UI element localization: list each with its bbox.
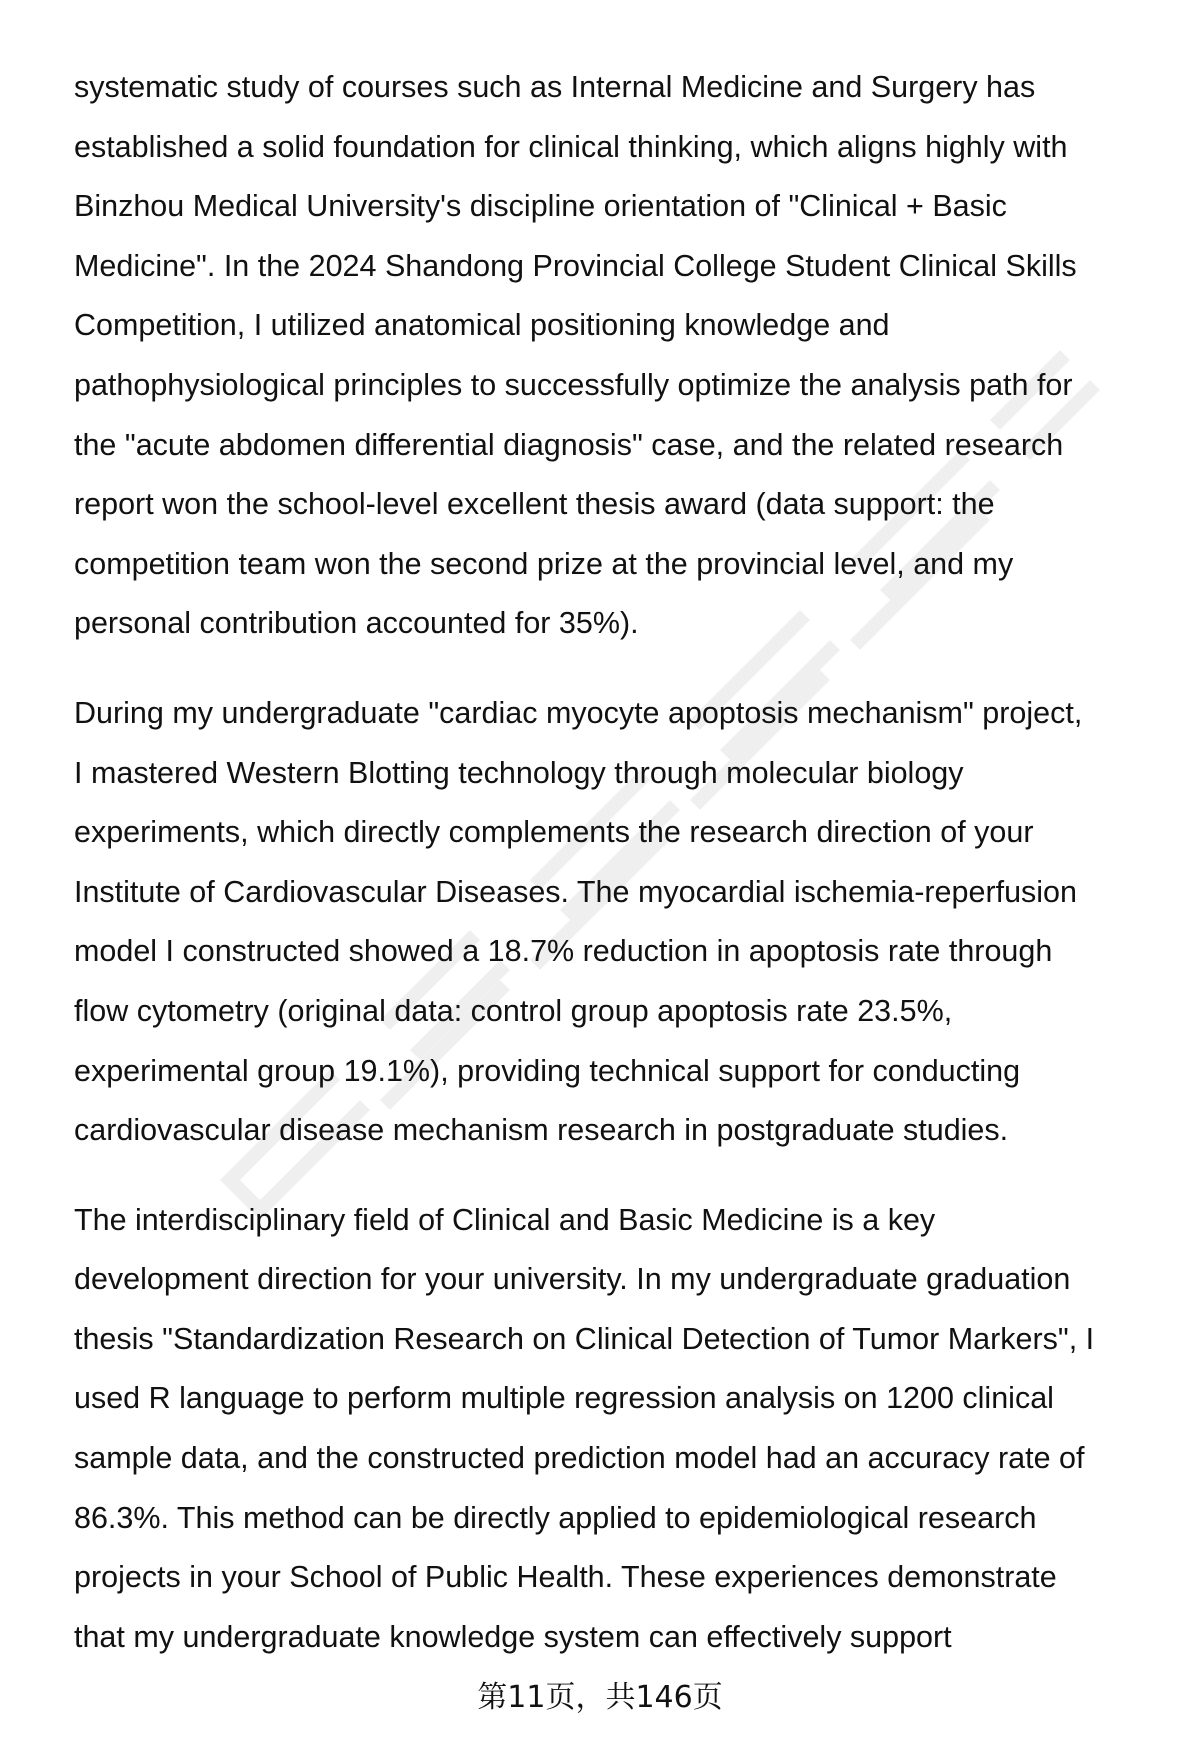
- text-line: model I constructed showed a 18.7% reduction in apoptosis rate through: [74, 934, 1053, 969]
- text-line: During my undergraduate "cardiac myocyte apoptosis mechanism" project,: [74, 695, 1083, 730]
- text-line: development direction for your university. In my undergraduate graduation: [74, 1262, 1071, 1297]
- text-line: I mastered Western Blotting technology through molecular biology: [74, 755, 964, 790]
- text-line: thesis "Standardization Research on Clinical Detection of Tumor Markers", I: [74, 1321, 1095, 1356]
- text-line: personal contribution accounted for 35%).: [74, 606, 639, 641]
- text-line: systematic study of courses such as Internal Medicine and Surgery has: [74, 70, 1036, 104]
- text-line: report won the school-level excellent thesis award (data support: the: [74, 487, 995, 522]
- paragraph: [74, 1191, 1154, 1668]
- text-line: Binzhou Medical University's discipline orientation of "Clinical + Basic: [74, 189, 1007, 224]
- text-line: experiments, which directly complements the research direction of your: [74, 815, 1034, 850]
- text-line: Institute of Cardiovascular Diseases. The myocardial ischemia-reperfusion: [74, 874, 1077, 909]
- paragraph: [74, 58, 1154, 654]
- text-line: flow cytometry (original data: control group apoptosis rate 23.5%,: [74, 993, 953, 1028]
- text-line: sample data, and the constructed prediction model had an accuracy rate of: [74, 1441, 1085, 1476]
- text-line: projects in your School of Public Health. These experiences demonstrate: [74, 1560, 1057, 1595]
- text-line: that my undergraduate knowledge system can effectively support: [74, 1619, 952, 1654]
- page-number: 第11页，共146页: [477, 1680, 723, 1715]
- paragraph: [74, 684, 1154, 1161]
- text-line: Medicine". In the 2024 Shandong Provincial College Student Clinical Skills: [74, 248, 1077, 283]
- text-line: The interdisciplinary field of Clinical and Basic Medicine is a key: [74, 1202, 936, 1237]
- text-line: Competition, I utilized anatomical positioning knowledge and: [74, 308, 890, 343]
- text-line: cardiovascular disease mechanism research in postgraduate studies.: [74, 1113, 1009, 1148]
- text-line: 86.3%. This method can be directly applied to epidemiological research: [74, 1500, 1037, 1535]
- text-line: competition team won the second prize at the provincial level, and my: [74, 546, 1014, 581]
- text-line: pathophysiological principles to successfully optimize the analysis path for: [74, 367, 1073, 402]
- text-line: used R language to perform multiple regression analysis on 1200 clinical: [74, 1381, 1054, 1416]
- text-line: established a solid foundation for clinical thinking, which aligns highly with: [74, 129, 1068, 164]
- text-line: experimental group 19.1%), providing technical support for conducting: [74, 1053, 1021, 1088]
- text-line: the "acute abdomen differential diagnosis" case, and the related research: [74, 427, 1064, 462]
- document-body: [74, 58, 1154, 1697]
